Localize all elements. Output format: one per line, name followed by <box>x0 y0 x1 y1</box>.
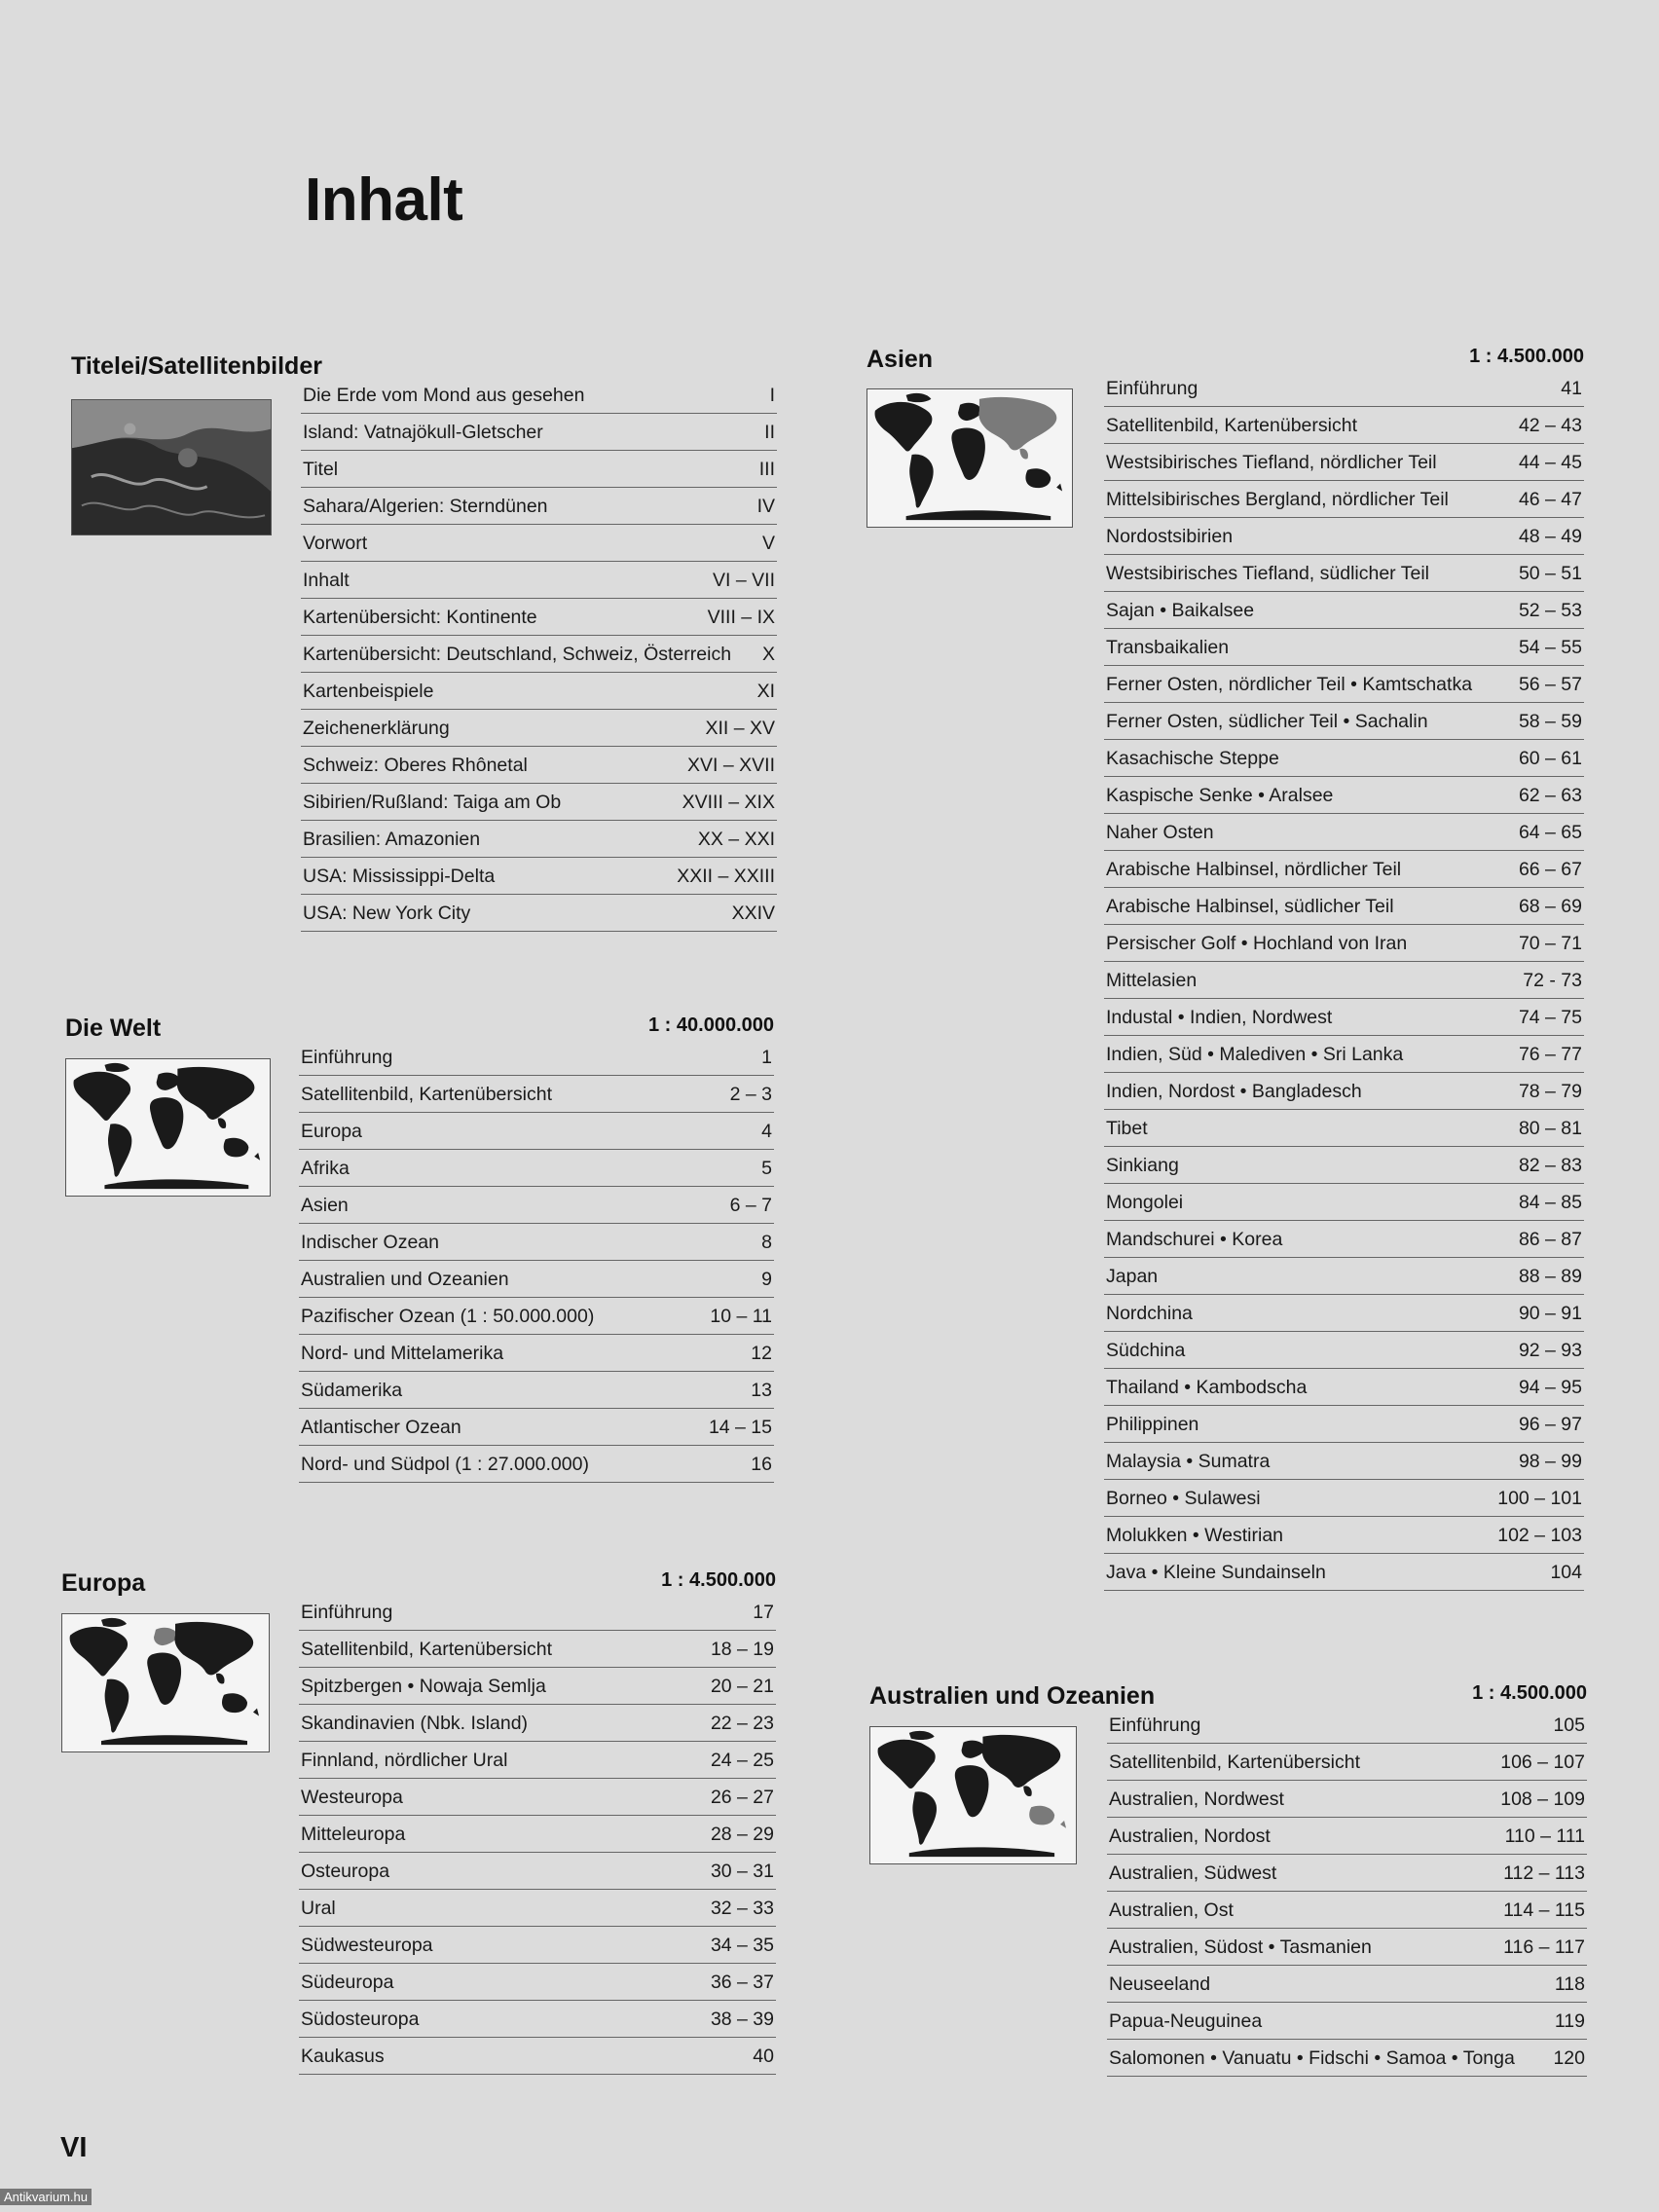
toc-entry-label: Naher Osten <box>1106 822 1214 843</box>
toc-entry <box>301 673 777 710</box>
toc-entry <box>299 1409 774 1446</box>
toc-entry-page: 44 – 45 <box>1518 452 1582 473</box>
section-title: Titelei/Satellitenbilder <box>71 352 322 380</box>
toc-entry-page: 46 – 47 <box>1518 489 1582 510</box>
toc-entry-label: Industal • Indien, Nordwest <box>1106 1007 1333 1028</box>
toc-entry <box>1104 777 1584 814</box>
toc-entry <box>299 1631 776 1668</box>
toc-entry <box>301 414 777 451</box>
toc-entry-page: 42 – 43 <box>1518 415 1582 436</box>
toc-entry-label: Westsibirisches Tiefland, südlicher Teil <box>1106 563 1430 584</box>
toc-entry-label: Titel <box>303 459 339 480</box>
toc-entry <box>1107 1781 1587 1818</box>
toc-entry-page: 100 – 101 <box>1497 1488 1582 1509</box>
section-scale: 1 : 40.000.000 <box>648 1014 774 1036</box>
toc-entry-label: Vorwort <box>303 533 368 554</box>
page-title: Inhalt <box>305 166 463 234</box>
toc-entry-label: Neuseeland <box>1109 1973 1211 1995</box>
section-australien-ozeanien <box>869 1682 1587 2091</box>
toc-entry <box>1107 1818 1587 1855</box>
toc-entry-label: Australien und Ozeanien <box>301 1269 509 1290</box>
toc-entry <box>299 1742 776 1779</box>
section-asien <box>866 346 1584 1611</box>
toc-entry-label: Ural <box>301 1898 336 1919</box>
toc-entry-page: 52 – 53 <box>1518 600 1582 621</box>
toc-entry-page: 24 – 25 <box>710 1750 774 1771</box>
toc-entry <box>299 1372 774 1409</box>
toc-entry-label: Mittelsibirisches Bergland, nördlicher Teil <box>1106 489 1449 510</box>
toc-entry <box>299 1335 774 1372</box>
toc-entry-label: Einführung <box>301 1047 393 1068</box>
toc-entry-page: 40 <box>753 2046 774 2067</box>
section-scale: 1 : 4.500.000 <box>1469 346 1584 367</box>
toc-entry-label: Tibet <box>1106 1118 1148 1139</box>
toc-entry <box>1107 1892 1587 1929</box>
toc-entry <box>1104 962 1584 999</box>
toc-entry <box>1104 592 1584 629</box>
toc-entry <box>1104 1517 1584 1554</box>
toc-entry-page: 64 – 65 <box>1518 822 1582 843</box>
toc-entry-page: I <box>769 385 775 406</box>
toc-entry-page: 116 – 117 <box>1503 1936 1585 1958</box>
toc-entry-page: 14 – 15 <box>708 1417 772 1438</box>
toc-entry <box>299 1446 774 1483</box>
watermark: Antikvarium.hu <box>0 2189 92 2205</box>
toc-entry-label: Finnland, nördlicher Ural <box>301 1750 508 1771</box>
toc-entry-label: Australien, Südwest <box>1109 1862 1277 1884</box>
toc-entry-label: Spitzbergen • Nowaja Semlja <box>301 1676 546 1697</box>
toc-entry <box>1104 1258 1584 1295</box>
toc-entry <box>1104 1036 1584 1073</box>
toc-entry-label: Thailand • Kambodscha <box>1106 1377 1308 1398</box>
toc-entry-label: Australien, Nordwest <box>1109 1788 1284 1810</box>
toc-entry <box>1107 1929 1587 1966</box>
toc-entry <box>301 451 777 488</box>
toc-entry-page: 30 – 31 <box>710 1861 774 1882</box>
toc-entry-page: 102 – 103 <box>1497 1525 1582 1546</box>
toc-entry <box>301 858 777 895</box>
toc-entry-label: Europa <box>301 1121 362 1142</box>
toc-entry-label: Südeuropa <box>301 1972 394 1993</box>
toc-entry-page: 76 – 77 <box>1518 1044 1582 1065</box>
toc-entry-page: 58 – 59 <box>1518 711 1582 732</box>
toc-entry-label: Südchina <box>1106 1340 1186 1361</box>
toc-entry-label: Einführung <box>1109 1714 1201 1736</box>
toc-entry-page: 98 – 99 <box>1518 1451 1582 1472</box>
toc-entry <box>1107 1855 1587 1892</box>
toc-entry <box>1104 999 1584 1036</box>
toc-entry <box>299 1594 776 1631</box>
toc-entry-label: Sahara/Algerien: Sterndünen <box>303 496 548 517</box>
toc-entry-page: XVI – XVII <box>687 755 775 776</box>
toc-entry <box>299 1816 776 1853</box>
toc-entry-label: Die Erde vom Mond aus gesehen <box>303 385 585 406</box>
toc-entry-label: Asien <box>301 1195 349 1216</box>
toc-entry-label: Zeichenerklärung <box>303 718 450 739</box>
toc-entry-page: 56 – 57 <box>1518 674 1582 695</box>
toc-entry <box>1104 1184 1584 1221</box>
toc-entry <box>1104 407 1584 444</box>
toc-entry-page: XII – XV <box>705 718 775 739</box>
toc-entry <box>299 1076 774 1113</box>
toc-entry-label: Südosteuropa <box>301 2009 420 2030</box>
toc-entry-label: Australien, Ost <box>1109 1899 1234 1921</box>
toc-entry <box>1107 2003 1587 2040</box>
toc-entry <box>301 636 777 673</box>
toc-entry <box>301 895 777 932</box>
toc-list <box>299 1594 776 2075</box>
toc-entry-page: 114 – 115 <box>1503 1899 1585 1921</box>
toc-entry-label: Kartenübersicht: Kontinente <box>303 607 537 628</box>
toc-entry-page: XI <box>756 681 775 702</box>
toc-entry-page: 118 <box>1554 1973 1585 1995</box>
toc-entry-label: Nord- und Südpol (1 : 27.000.000) <box>301 1454 589 1475</box>
toc-entry-page: 86 – 87 <box>1518 1229 1582 1250</box>
toc-entry-label: Arabische Halbinsel, südlicher Teil <box>1106 896 1394 917</box>
toc-entry-page: 41 <box>1561 378 1582 399</box>
toc-entry-label: Südamerika <box>301 1380 403 1401</box>
toc-entry-label: Mitteleuropa <box>301 1824 406 1845</box>
toc-entry <box>1104 925 1584 962</box>
toc-entry <box>1104 370 1584 407</box>
toc-entry-page: XXII – XXIII <box>677 866 775 887</box>
toc-entry-label: Sajan • Baikalsee <box>1106 600 1255 621</box>
toc-entry <box>1104 1110 1584 1147</box>
toc-entry-label: Schweiz: Oberes Rhônetal <box>303 755 528 776</box>
toc-entry-label: Kartenübersicht: Deutschland, Schweiz, Österreich <box>303 644 732 665</box>
toc-entry-label: Nordostsibirien <box>1106 526 1234 547</box>
section-titelei <box>71 352 777 946</box>
toc-entry-page: 5 <box>761 1158 772 1179</box>
toc-list <box>1107 1707 1587 2077</box>
toc-entry <box>301 377 777 414</box>
toc-list <box>299 1039 774 1483</box>
toc-entry <box>299 2038 776 2075</box>
toc-entry-label: Mandschurei • Korea <box>1106 1229 1283 1250</box>
toc-entry-label: Westeuropa <box>301 1787 403 1808</box>
toc-entry-page: 26 – 27 <box>710 1787 774 1808</box>
toc-entry <box>301 599 777 636</box>
section-europa <box>61 1569 776 2095</box>
toc-entry-page: 66 – 67 <box>1518 859 1582 880</box>
toc-entry <box>299 1668 776 1705</box>
toc-entry-label: Satellitenbild, Kartenübersicht <box>301 1639 552 1660</box>
toc-entry-label: Mongolei <box>1106 1192 1184 1213</box>
toc-entry-page: 9 <box>761 1269 772 1290</box>
toc-entry <box>1104 1147 1584 1184</box>
toc-entry-page: 2 – 3 <box>729 1084 772 1105</box>
toc-entry-label: Philippinen <box>1106 1414 1199 1435</box>
toc-entry-page: 32 – 33 <box>710 1898 774 1919</box>
world-map-thumbnail <box>61 1613 270 1752</box>
toc-entry-label: Ferner Osten, südlicher Teil • Sachalin <box>1106 711 1428 732</box>
toc-entry-page: VIII – IX <box>707 607 775 628</box>
toc-entry-page: 22 – 23 <box>710 1713 774 1734</box>
toc-entry-page: 10 – 11 <box>710 1306 772 1327</box>
toc-entry-page: 62 – 63 <box>1518 785 1582 806</box>
toc-entry-page: 72 - 73 <box>1523 970 1582 991</box>
toc-entry-label: Papua-Neuguinea <box>1109 2010 1263 2032</box>
toc-entry-page: 1 <box>761 1047 772 1068</box>
toc-entry <box>301 747 777 784</box>
toc-entry-page: 4 <box>761 1121 772 1142</box>
toc-entry-page: 54 – 55 <box>1518 637 1582 658</box>
toc-entry <box>1104 1073 1584 1110</box>
toc-entry-page: 92 – 93 <box>1518 1340 1582 1361</box>
toc-entry-label: Atlantischer Ozean <box>301 1417 461 1438</box>
toc-entry-page: 60 – 61 <box>1518 748 1582 769</box>
toc-entry-label: Borneo • Sulawesi <box>1106 1488 1261 1509</box>
section-title: Die Welt <box>65 1014 162 1042</box>
toc-entry-label: Arabische Halbinsel, nördlicher Teil <box>1106 859 1402 880</box>
toc-entry <box>1104 1221 1584 1258</box>
toc-entry-page: 106 – 107 <box>1500 1751 1585 1773</box>
toc-entry-page: XXIV <box>731 903 775 924</box>
toc-entry-label: Pazifischer Ozean (1 : 50.000.000) <box>301 1306 595 1327</box>
toc-entry <box>1104 1443 1584 1480</box>
toc-entry <box>299 1298 774 1335</box>
toc-entry-label: Einführung <box>301 1602 393 1623</box>
toc-entry-label: Afrika <box>301 1158 350 1179</box>
toc-entry-label: Salomonen • Vanuatu • Fidschi • Samoa • Tonga <box>1109 2047 1515 2069</box>
toc-entry <box>1104 851 1584 888</box>
toc-entry-page: 110 – 111 <box>1504 1825 1585 1847</box>
toc-entry-page: 6 – 7 <box>729 1195 772 1216</box>
toc-entry <box>299 1261 774 1298</box>
toc-entry-label: Kartenbeispiele <box>303 681 434 702</box>
toc-entry-page: 20 – 21 <box>710 1676 774 1697</box>
toc-entry-page: 96 – 97 <box>1518 1414 1582 1435</box>
toc-entry <box>301 710 777 747</box>
satellite-image <box>71 399 272 535</box>
toc-entry <box>1104 444 1584 481</box>
toc-list <box>301 377 777 932</box>
world-map-thumbnail <box>866 388 1073 528</box>
toc-entry <box>1104 740 1584 777</box>
toc-entry-page: 112 – 113 <box>1503 1862 1585 1884</box>
toc-entry-page: 68 – 69 <box>1518 896 1582 917</box>
toc-entry <box>1104 814 1584 851</box>
section-scale: 1 : 4.500.000 <box>1472 1682 1587 1704</box>
toc-entry <box>299 1039 774 1076</box>
toc-entry-page: V <box>761 533 775 554</box>
toc-entry-label: Nordchina <box>1106 1303 1193 1324</box>
toc-entry-page: 119 <box>1554 2010 1585 2032</box>
toc-entry-page: 78 – 79 <box>1518 1081 1582 1102</box>
toc-entry <box>1104 518 1584 555</box>
toc-entry-page: X <box>761 644 775 665</box>
toc-entry-label: Westsibirisches Tiefland, nördlicher Teil <box>1106 452 1437 473</box>
toc-list <box>1104 370 1584 1591</box>
toc-entry <box>299 1964 776 2001</box>
toc-entry <box>299 1890 776 1927</box>
toc-entry-label: Indischer Ozean <box>301 1232 439 1253</box>
toc-entry-label: Malaysia • Sumatra <box>1106 1451 1271 1472</box>
toc-entry-page: 90 – 91 <box>1518 1303 1582 1324</box>
toc-entry-label: Brasilien: Amazonien <box>303 829 481 850</box>
toc-entry-label: Molukken • Westirian <box>1106 1525 1284 1546</box>
toc-entry <box>1104 1332 1584 1369</box>
toc-entry-label: Satellitenbild, Kartenübersicht <box>1109 1751 1360 1773</box>
world-map-thumbnail <box>65 1058 271 1197</box>
toc-entry-page: 36 – 37 <box>710 1972 774 1993</box>
toc-entry-page: III <box>758 459 775 480</box>
toc-entry <box>1104 555 1584 592</box>
toc-entry-page: II <box>764 422 775 443</box>
toc-entry-label: Osteuropa <box>301 1861 390 1882</box>
toc-entry-page: 28 – 29 <box>710 1824 774 1845</box>
toc-entry <box>301 821 777 858</box>
toc-entry-label: Indien, Süd • Malediven • Sri Lanka <box>1106 1044 1404 1065</box>
toc-entry-page: 17 <box>753 1602 774 1623</box>
toc-entry-page: 74 – 75 <box>1518 1007 1582 1028</box>
toc-entry-label: Satellitenbild, Kartenübersicht <box>1106 415 1357 436</box>
toc-entry <box>1104 481 1584 518</box>
toc-entry-label: Java • Kleine Sundainseln <box>1106 1562 1326 1583</box>
toc-entry <box>1104 1480 1584 1517</box>
toc-entry <box>299 1113 774 1150</box>
toc-entry-label: Skandinavien (Nbk. Island) <box>301 1713 529 1734</box>
toc-entry-page: 70 – 71 <box>1518 933 1582 954</box>
toc-entry-label: Sinkiang <box>1106 1155 1179 1176</box>
toc-entry-label: USA: Mississippi-Delta <box>303 866 496 887</box>
toc-entry-label: Einführung <box>1106 378 1198 399</box>
toc-entry-label: Sibirien/Rußland: Taiga am Ob <box>303 792 562 813</box>
page-number: VI <box>60 2132 88 2163</box>
toc-entry-page: XX – XXI <box>697 829 775 850</box>
toc-entry-page: 18 – 19 <box>710 1639 774 1660</box>
toc-entry-page: 48 – 49 <box>1518 526 1582 547</box>
toc-entry <box>301 488 777 525</box>
toc-entry-page: 104 <box>1550 1562 1582 1583</box>
toc-entry <box>1107 2040 1587 2077</box>
toc-entry-label: Inhalt <box>303 570 350 591</box>
toc-entry-label: Indien, Nordost • Bangladesch <box>1106 1081 1362 1102</box>
toc-entry-page: 38 – 39 <box>710 2009 774 2030</box>
toc-entry <box>1104 888 1584 925</box>
toc-entry-label: USA: New York City <box>303 903 471 924</box>
toc-entry-label: Australien, Südost • Tasmanien <box>1109 1936 1372 1958</box>
toc-entry-page: 50 – 51 <box>1518 563 1582 584</box>
toc-entry-page: 94 – 95 <box>1518 1377 1582 1398</box>
toc-entry-page: 12 <box>751 1343 772 1364</box>
toc-entry-page: IV <box>756 496 775 517</box>
toc-entry <box>1104 703 1584 740</box>
toc-entry <box>299 2001 776 2038</box>
toc-entry <box>299 1927 776 1964</box>
toc-entry-label: Satellitenbild, Kartenübersicht <box>301 1084 552 1105</box>
toc-entry <box>1104 666 1584 703</box>
toc-entry-label: Kaspische Senke • Aralsee <box>1106 785 1334 806</box>
toc-entry <box>1107 1744 1587 1781</box>
toc-entry-label: Mittelasien <box>1106 970 1198 991</box>
toc-entry <box>301 562 777 599</box>
toc-entry <box>299 1853 776 1890</box>
toc-entry-label: Kasachische Steppe <box>1106 748 1279 769</box>
toc-entry <box>299 1150 774 1187</box>
toc-entry-page: 8 <box>761 1232 772 1253</box>
toc-entry <box>299 1705 776 1742</box>
section-die-welt <box>65 1014 774 1501</box>
toc-entry-page: 82 – 83 <box>1518 1155 1582 1176</box>
toc-entry-label: Island: Vatnajökull-Gletscher <box>303 422 543 443</box>
toc-entry-page: 13 <box>751 1380 772 1401</box>
section-title: Australien und Ozeanien <box>869 1682 1156 1710</box>
toc-entry-label: Australien, Nordost <box>1109 1825 1271 1847</box>
toc-entry-page: 120 <box>1553 2047 1585 2069</box>
section-title: Asien <box>866 346 934 373</box>
toc-entry-page: 34 – 35 <box>710 1935 774 1956</box>
toc-entry <box>299 1779 776 1816</box>
toc-entry-page: 108 – 109 <box>1500 1788 1585 1810</box>
toc-entry <box>1107 1966 1587 2003</box>
toc-entry <box>1104 1554 1584 1591</box>
toc-entry-label: Kaukasus <box>301 2046 385 2067</box>
toc-entry-page: 88 – 89 <box>1518 1266 1582 1287</box>
toc-entry <box>1104 1295 1584 1332</box>
toc-entry-label: Südwesteuropa <box>301 1935 433 1956</box>
section-title: Europa <box>61 1569 146 1597</box>
toc-entry-page: 84 – 85 <box>1518 1192 1582 1213</box>
section-scale: 1 : 4.500.000 <box>661 1569 776 1591</box>
toc-entry-page: 80 – 81 <box>1518 1118 1582 1139</box>
toc-entry <box>299 1224 774 1261</box>
toc-entry-label: Nord- und Mittelamerika <box>301 1343 504 1364</box>
toc-entry-label: Japan <box>1106 1266 1159 1287</box>
toc-entry <box>299 1187 774 1224</box>
toc-entry-label: Ferner Osten, nördlicher Teil • Kamtschatka <box>1106 674 1473 695</box>
toc-entry-page: VI – VII <box>713 570 775 591</box>
toc-entry-page: XVIII – XIX <box>682 792 775 813</box>
toc-entry <box>301 525 777 562</box>
toc-entry-label: Persischer Golf • Hochland von Iran <box>1106 933 1408 954</box>
toc-entry <box>1107 1707 1587 1744</box>
toc-entry-page: 105 <box>1553 1714 1585 1736</box>
toc-entry-label: Transbaikalien <box>1106 637 1230 658</box>
toc-entry <box>1104 1369 1584 1406</box>
toc-entry <box>301 784 777 821</box>
toc-entry <box>1104 629 1584 666</box>
world-map-thumbnail <box>869 1726 1077 1864</box>
toc-entry <box>1104 1406 1584 1443</box>
toc-entry-page: 16 <box>751 1454 772 1475</box>
